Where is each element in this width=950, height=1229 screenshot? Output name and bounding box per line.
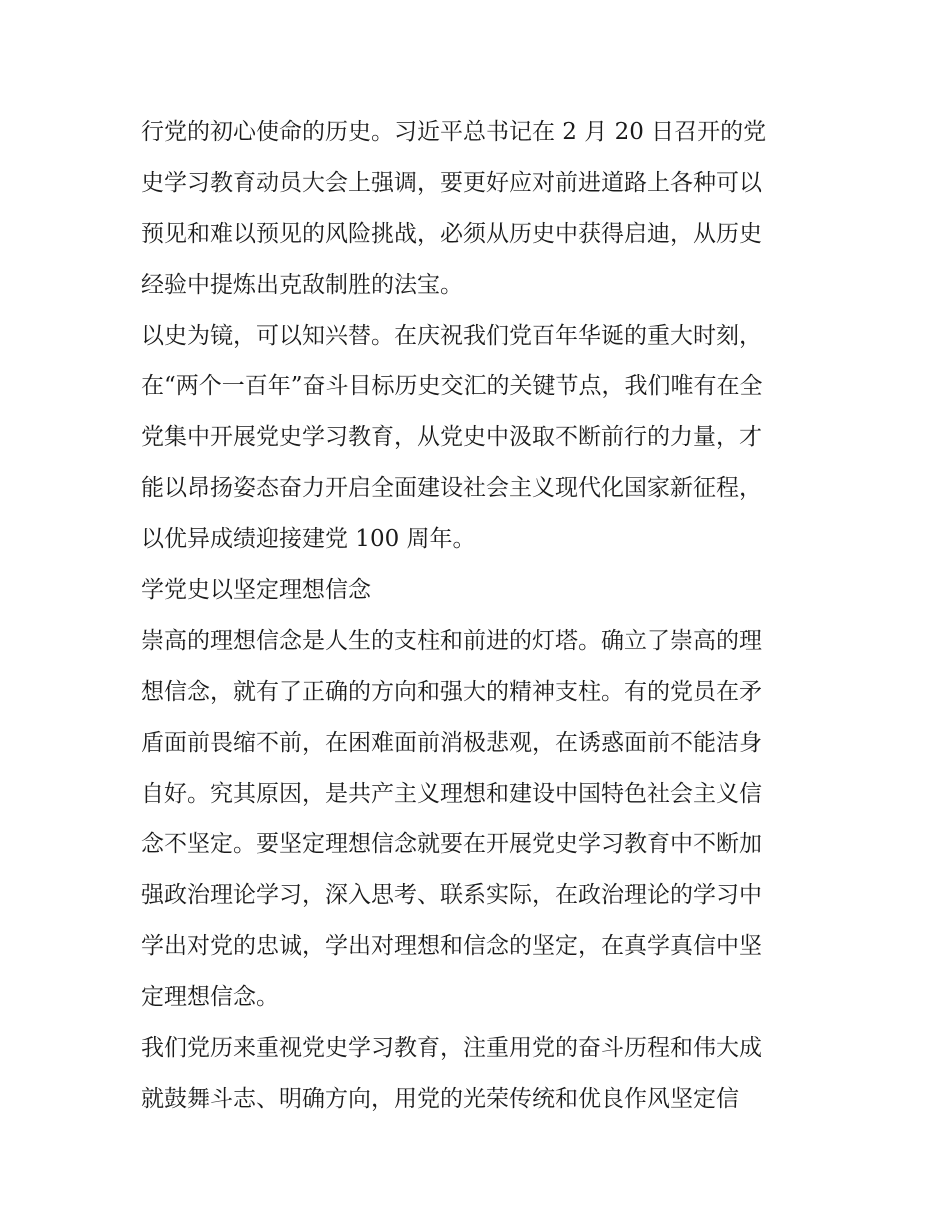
text-line: 盾面前畏缩不前，在困难面前消极悲观，在诱惑面前不能洁身 (141, 729, 762, 756)
section-heading: 学党史以坚定理想信念 (141, 577, 371, 604)
text-line: 就鼓舞斗志、明确方向，用党的光荣传统和优良作风坚定信 (141, 1085, 739, 1112)
text-line: 以优异成绩迎接建党 100 周年。 (141, 526, 476, 553)
text-line: 史学习教育动员大会上强调，要更好应对前进道路上各种可以 (141, 169, 762, 196)
text-line: 自好。究其原因，是共产主义理想和建设中国特色社会主义信 (141, 780, 762, 807)
text-line: 念不坚定。要坚定理想信念就要在开展党史学习教育中不断加 (141, 831, 762, 858)
document-body (141, 107, 821, 1125)
text-line: 想信念，就有了正确的方向和强大的精神支柱。有的党员在矛 (141, 678, 762, 705)
text-line: 党集中开展党史学习教育，从党史中汲取不断前行的力量，才 (141, 424, 762, 451)
text-line: 经验中提炼出克敌制胜的法宝。 (141, 271, 463, 298)
text-line: 我们党历来重视党史学习教育，注重用党的奋斗历程和伟大成 (141, 1035, 762, 1062)
text-line: 行党的初心使命的历史。习近平总书记在 2 月 20 日召开的党 (141, 119, 767, 145)
text-line: 崇高的理想信念是人生的支柱和前进的灯塔。确立了崇高的理 (141, 627, 762, 654)
text-line: 以史为镜，可以知兴替。在庆祝我们党百年华诞的重大时刻， (141, 322, 762, 349)
text-line: 定理想信念。 (141, 984, 279, 1011)
text-line: 学出对党的忠诚，学出对理想和信念的坚定，在真学真信中坚 (141, 933, 762, 960)
text-line: 预见和难以预见的风险挑战，必须从历史中获得启迪，从历史 (141, 220, 762, 247)
text-line: 强政治理论学习，深入思考、联系实际，在政治理论的学习中 (141, 882, 762, 909)
text-line: 在“两个一百年”奋斗目标历史交汇的关键节点，我们唯有在全 (141, 373, 763, 400)
text-line: 能以昂扬姿态奋力开启全面建设社会主义现代化国家新征程， (141, 475, 762, 502)
